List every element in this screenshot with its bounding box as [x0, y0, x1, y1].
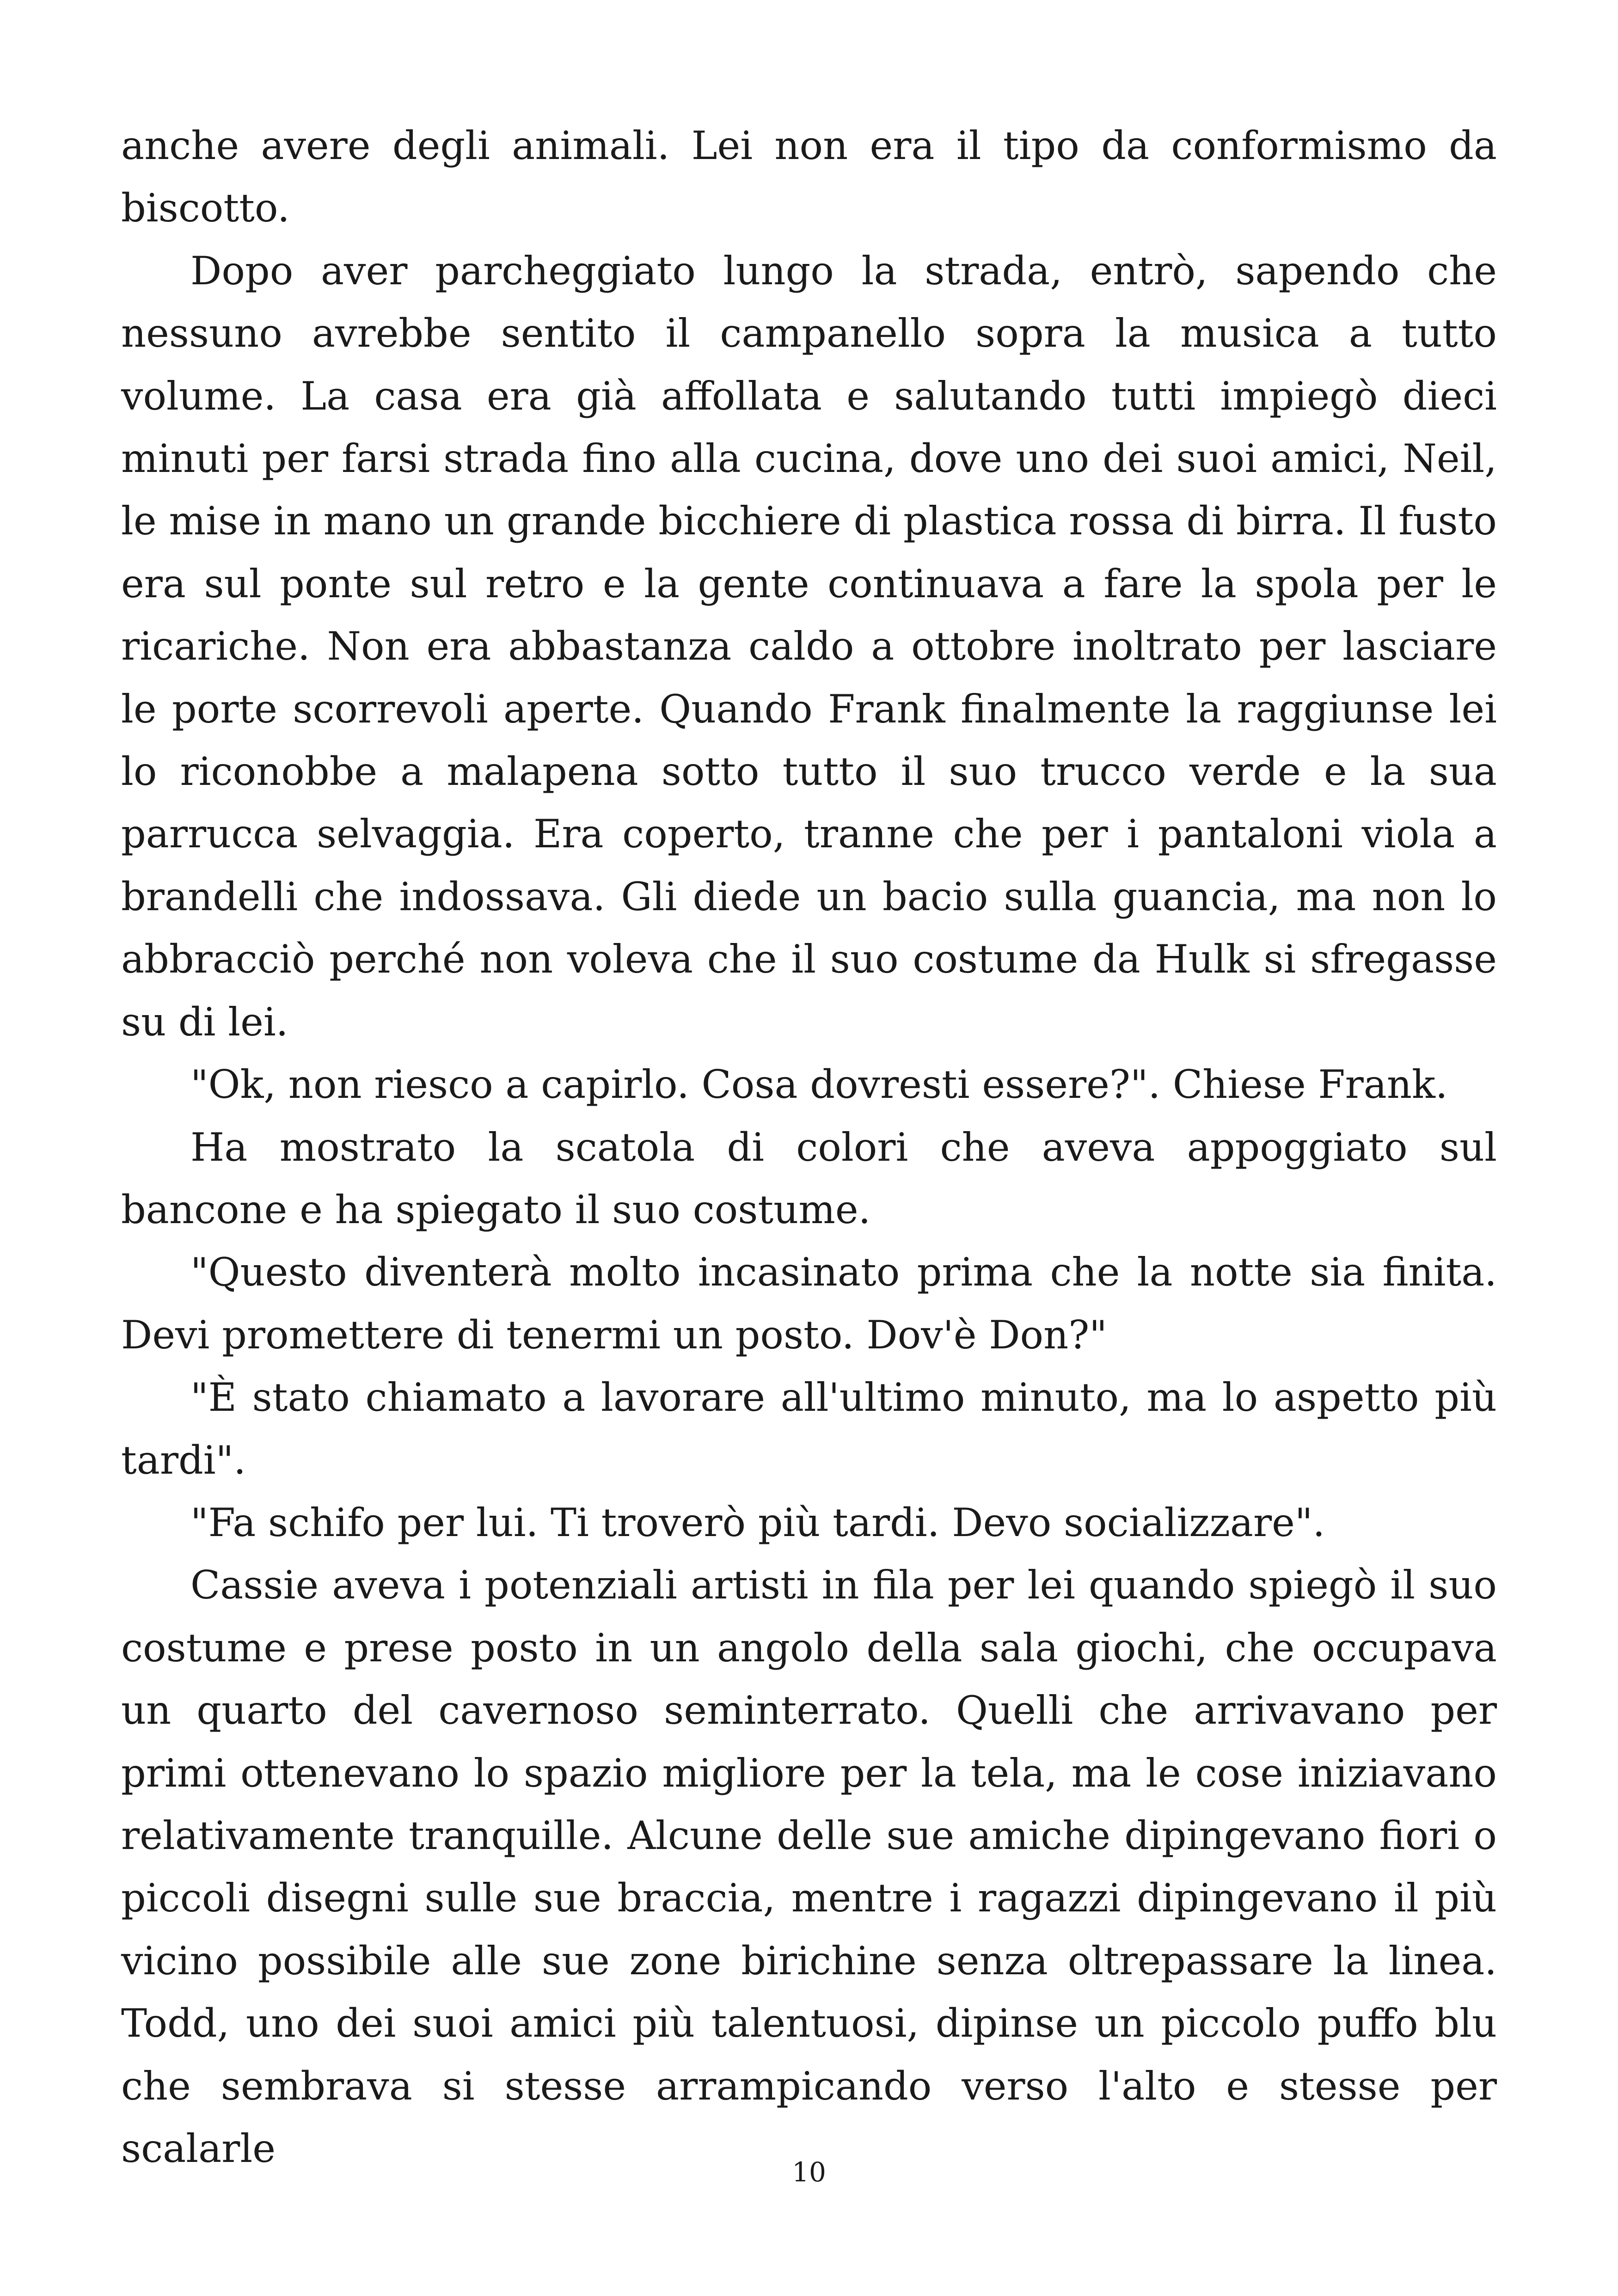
paragraph: Dopo aver parcheggiato lungo la strada, entrò, sapendo che nessuno avrebbe sentito il campanello sopra la musica a tutto volume. La casa era già affollata e salutando tutti impiegò dieci minuti per farsi strada fino alla cucina, dove uno dei suoi amici, Neil, le mise in mano un grande bicchiere di plastica rossa di birra. Il fusto era sul ponte sul retro e la gente continuava a fare la spola per le ricariche. Non era abbastanza caldo a ottobre inoltrato per lasciare le porte scorrevoli aperte. Quando Frank finalmente la raggiunse lei lo riconobbe a malapena sotto tutto il suo trucco verde e la sua parrucca selvaggia. Era coperto, tranne che per i pantaloni viola a brandelli che indossava. Gli diede un bacio sulla guancia, ma non lo abbracciò perché non voleva che il suo costume da Hulk si sfregasse su di lei. — [121, 248, 1497, 1045]
page-number: 10 — [792, 2156, 826, 2188]
paragraph: "È stato chiamato a lavorare all'ultimo minuto, ma lo aspetto più tardi". — [121, 1375, 1497, 1483]
paragraph: "Fa schifo per lui. Ti troverò più tardi. Devo socializzare". — [190, 1500, 1325, 1545]
paragraph: Ha mostrato la scatola di colori che aveva appoggiato sul bancone e ha spiegato il suo costume. — [121, 1124, 1497, 1232]
paragraph: "Ok, non riesco a capirlo. Cosa dovresti essere?". Chiese Frank. — [190, 1062, 1448, 1108]
paragraph: Cassie aveva i potenziali artisti in fila per lei quando spiegò il suo costume e prese posto in un angolo della sala giochi, che occupava un quarto del cavernoso seminterrato. Quelli che arrivavano per primi ottenevano lo spazio migliore per la tela, ma le cose iniziavano relativamente tranquille. Alcune delle sue amiche dipingevano fiori o piccoli disegni sulle sue braccia, mentre i ragazzi dipingevano il più vicino possibile alle sue zone birichine senza oltrepassare la linea. Todd, uno dei suoi amici più talentuosi, dipinse un piccolo puffo blu che sembrava si stesse arrampicando verso l'alto e stesse per scalarle — [121, 1562, 1497, 2171]
body-text — [121, 115, 1497, 2180]
paragraph-continuation: anche avere degli animali. Lei non era il tipo da conformismo da biscotto. — [121, 123, 1497, 231]
paragraph: "Questo diventerà molto incasinato prima che la notte sia finita. Devi promettere di tenermi un posto. Dov'è Don?" — [121, 1249, 1497, 1358]
